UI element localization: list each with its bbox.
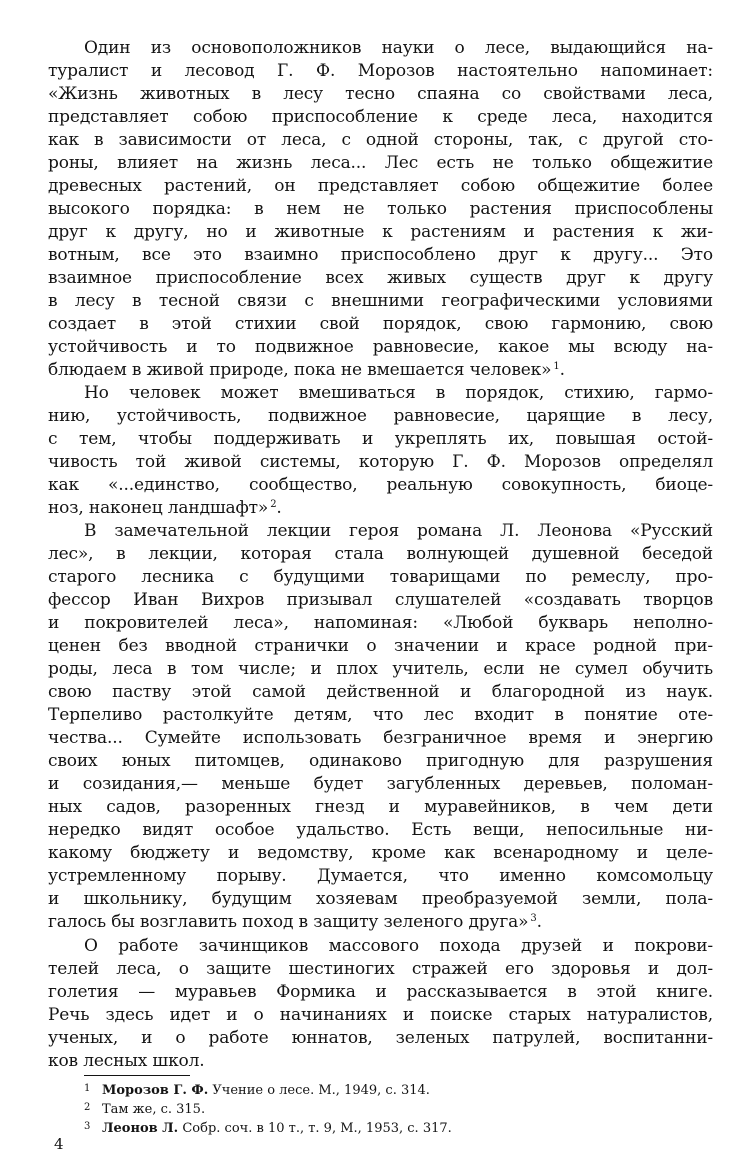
text-line: О работе зачинщиков массового похода друзей и покрови- xyxy=(84,936,713,956)
text-line: высокого порядка: в нем не только растения приспособлены xyxy=(48,199,713,219)
text-line: представляет собою приспособление к среде леса, находится xyxy=(48,107,713,127)
text-line: ученых, и о работе юннатов, зеленых патрулей, воспитанни- xyxy=(48,1028,713,1048)
footnote-author: Леонов Л. xyxy=(102,1121,179,1136)
text-span: ноз, наконец ландшафт» xyxy=(48,498,269,518)
text-line xyxy=(48,359,713,382)
text-line: взаимное приспособление всех живых существ друг к другу xyxy=(48,268,713,288)
text-span: блюдаем в живой природе, пока не вмешается человек» xyxy=(48,360,552,380)
text-span: . xyxy=(536,912,542,932)
footnote-1 xyxy=(84,1079,430,1099)
footnote-text: Учение о лесе. М., 1949, с. 314. xyxy=(208,1083,430,1098)
text-line: как в зависимости от леса, с одной стороны, так, с другой сто- xyxy=(48,130,713,150)
text-line: Речь здесь идет и о начинаниях и поиске старых натуралистов, xyxy=(48,1005,713,1025)
text-line: нередко видят особое удальство. Есть вещи, непосильные ни- xyxy=(48,820,713,840)
text-line: чивость той живой системы, которую Г. Ф. Морозов определял xyxy=(48,452,713,472)
text-line: чества... Сумейте использовать безграничное время и энергию xyxy=(48,728,713,748)
footnote-author: Морозов Г. Ф. xyxy=(102,1083,209,1098)
text-line: нию, устойчивость, подвижное равновесие, царящие в лесу, xyxy=(48,406,713,426)
text-line: ценен без вводной странички о значении и красе родной при- xyxy=(48,636,713,656)
text-line: и школьнику, будущим хозяевам преобразуемой земли, пола- xyxy=(48,889,713,909)
footnote-ref-3[interactable]: 3 xyxy=(530,913,537,924)
footnote-text: Собр. соч. в 10 т., т. 9, М., 1953, с. 317. xyxy=(178,1121,452,1136)
text-line: лес», в лекции, которая стала волнующей душевной беседой xyxy=(48,544,713,564)
footnote-divider xyxy=(84,1075,190,1076)
text-line: устойчивость и то подвижное равновесие, какое мы всюду на- xyxy=(48,337,713,357)
text-line: друг к другу, но и животные к растениям и растения к жи- xyxy=(48,222,713,242)
text-line: телей леса, о защите шестиногих стражей его здоровья и дол- xyxy=(48,959,713,979)
text-line: голетия — муравьев Формика и рассказывается в этой книге. xyxy=(48,982,713,1002)
text-line: свою паству этой самой действенной и благородной из наук. xyxy=(48,682,713,702)
text-line: устремленному порыву. Думается, что именно комсомольцу xyxy=(48,866,713,886)
text-span: . xyxy=(559,360,565,380)
text-line: создает в этой стихии свой порядок, свою гармонию, свою xyxy=(48,314,713,334)
footnote-3 xyxy=(84,1117,452,1137)
text-line: «Жизнь животных в лесу тесно спаяна со свойствами леса, xyxy=(48,84,713,104)
text-line: и покровителей леса», напоминая: «Любой букварь неполно- xyxy=(48,613,713,633)
text-span: . xyxy=(276,498,282,518)
text-line: Терпеливо растолкуйте детям, что лес входит в понятие оте- xyxy=(48,705,713,725)
text-line: В замечательной лекции героя романа Л. Леонова «Русский xyxy=(84,521,713,541)
text-line: своих юных питомцев, одинаково пригодную для разрушения xyxy=(48,751,713,771)
text-line xyxy=(48,497,713,520)
footnote-ref-1[interactable]: 1 xyxy=(553,361,560,372)
text-line: в лесу в тесной связи с внешними географическими условиями xyxy=(48,291,713,311)
text-line: какому бюджету и ведомству, кроме как всенародному и целе- xyxy=(48,843,713,863)
text-line: вотным, все это взаимно приспособлено друг к другу... Это xyxy=(48,245,713,265)
text-line xyxy=(48,911,713,934)
text-line: роды, леса в том числе; и плох учитель, если не сумел обучить xyxy=(48,659,713,679)
text-line: как «...единство, сообщество, реальную совокупность, биоце- xyxy=(48,475,713,495)
text-line: и созидания,— меньше будет загубленных деревьев, поломан- xyxy=(48,774,713,794)
page-number: 4 xyxy=(54,1135,64,1153)
text-line: Один из основоположников науки о лесе, выдающийся на- xyxy=(84,38,713,58)
text-line: старого лесника с будущими товарищами по ремеслу, про- xyxy=(48,567,713,587)
text-line: фессор Иван Вихров призывал слушателей «создавать творцов xyxy=(48,590,713,610)
text-line: туралист и лесовод Г. Ф. Морозов настоятельно напоминает: xyxy=(48,61,713,81)
text-line: древесных растений, он представляет собою общежитие более xyxy=(48,176,713,196)
footnote-2 xyxy=(84,1098,205,1118)
text-span: галось бы возглавить поход в защиту зеленого друга» xyxy=(48,912,529,932)
footnote-number: 3 xyxy=(84,1121,91,1132)
footnote-ref-2[interactable]: 2 xyxy=(270,499,277,510)
text-line: Но человек может вмешиваться в порядок, стихию, гармо- xyxy=(84,383,713,403)
text-line: с тем, чтобы поддерживать и укреплять их, повышая остой- xyxy=(48,429,713,449)
footnote-number: 2 xyxy=(84,1102,91,1113)
footnote-text: Там же, с. 315. xyxy=(102,1102,206,1117)
text-line: ных садов, разоренных гнезд и муравейников, в чем дети xyxy=(48,797,713,817)
text-line: роны, влияет на жизнь леса... Лес есть не только общежитие xyxy=(48,153,713,173)
text-line: ков лесных школ. xyxy=(48,1051,205,1071)
footnote-number: 1 xyxy=(84,1083,91,1094)
